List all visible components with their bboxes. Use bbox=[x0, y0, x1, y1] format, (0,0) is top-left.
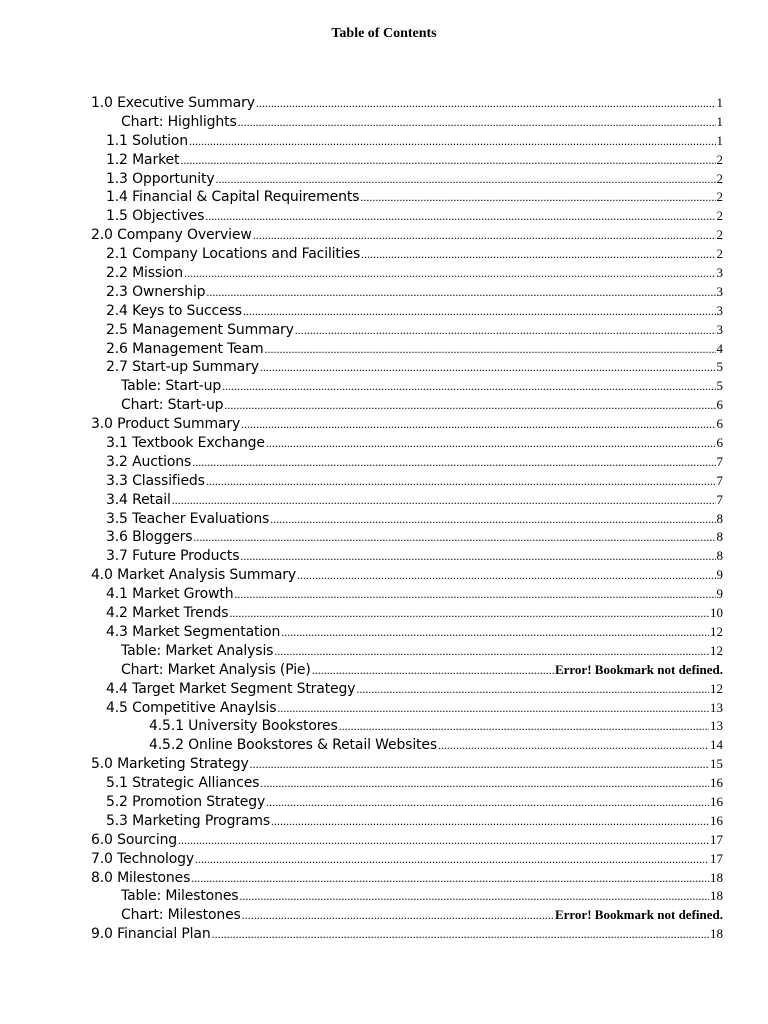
toc-entry[interactable] bbox=[0, 680, 768, 699]
dot-leader bbox=[312, 661, 554, 680]
dot-leader bbox=[260, 774, 709, 793]
toc-entry-label: Table: Start-up bbox=[121, 378, 222, 395]
dot-leader bbox=[297, 566, 715, 585]
toc-entry-label: Table: Milestones bbox=[121, 888, 239, 905]
toc-entry[interactable] bbox=[0, 831, 768, 850]
toc-entry[interactable] bbox=[0, 642, 768, 661]
toc-entry-page-number: 13 bbox=[710, 718, 723, 734]
toc-entry-label: 4.4 Target Market Segment Strategy bbox=[106, 680, 356, 697]
toc-entry-page-number: 3 bbox=[716, 283, 723, 299]
dot-leader bbox=[224, 396, 715, 415]
dot-leader bbox=[271, 812, 709, 831]
toc-entry[interactable] bbox=[0, 264, 768, 283]
toc-entry-page-number: 6 bbox=[716, 416, 723, 432]
toc-entry[interactable] bbox=[0, 585, 768, 604]
toc-entry[interactable] bbox=[0, 774, 768, 793]
toc-entry[interactable] bbox=[0, 113, 768, 132]
toc-entry-label: 9.0 Financial Plan bbox=[91, 926, 211, 943]
toc-entry-label: 4.5 Competitive Anaylsis bbox=[106, 699, 277, 716]
toc-entry-page-number: 12 bbox=[710, 680, 723, 696]
toc-entry-label: 1.0 Executive Summary bbox=[91, 95, 255, 111]
toc-entry[interactable] bbox=[0, 94, 768, 113]
dot-leader bbox=[193, 528, 715, 547]
dot-leader bbox=[270, 510, 715, 529]
dot-leader bbox=[265, 340, 716, 359]
toc-entry[interactable] bbox=[0, 377, 768, 396]
toc-entry-label: 2.3 Ownership bbox=[106, 283, 206, 300]
toc-entry-label: Table: Market Analysis bbox=[121, 642, 274, 659]
dot-leader bbox=[229, 604, 709, 623]
dot-leader bbox=[238, 113, 716, 132]
toc-entry-label: 3.3 Classifieds bbox=[106, 472, 205, 489]
dot-leader bbox=[206, 283, 715, 302]
toc-entry[interactable] bbox=[0, 547, 768, 566]
toc-entry-label: 3.6 Bloggers bbox=[106, 529, 193, 546]
toc-entry-error-text: Error! Bookmark not defined. bbox=[554, 661, 723, 677]
toc-entry-label: 4.0 Market Analysis Summary bbox=[91, 567, 297, 584]
toc-entry-page-number: 4 bbox=[716, 340, 723, 356]
dot-leader bbox=[274, 642, 709, 661]
toc-entry-page-number: 16 bbox=[710, 793, 723, 809]
toc-entry-page-number: 9 bbox=[716, 586, 723, 602]
toc-entry-label: 3.1 Textbook Exchange bbox=[106, 435, 265, 452]
toc-entry-page-number: 8 bbox=[716, 510, 723, 526]
dot-leader bbox=[240, 547, 715, 566]
toc-entry-label: 4.1 Market Growth bbox=[106, 586, 234, 603]
dot-leader bbox=[234, 585, 715, 604]
toc-entry-label: Chart: Milestones bbox=[121, 907, 241, 924]
toc-entry-label: 3.4 Retail bbox=[106, 491, 171, 508]
toc-entry[interactable] bbox=[0, 887, 768, 906]
toc-entry[interactable] bbox=[0, 491, 768, 510]
toc-entry[interactable] bbox=[0, 453, 768, 472]
dot-leader bbox=[438, 736, 709, 755]
toc-entry-page-number: 14 bbox=[710, 737, 723, 753]
toc-entry[interactable] bbox=[0, 321, 768, 340]
toc-entry-page-number: 18 bbox=[710, 869, 723, 885]
toc-entry-label: 2.2 Mission bbox=[106, 265, 183, 282]
dot-leader bbox=[253, 226, 716, 245]
toc-entry[interactable] bbox=[0, 434, 768, 453]
toc-entry-page-number: 15 bbox=[710, 756, 723, 772]
toc-entry-page-number: 6 bbox=[716, 435, 723, 451]
toc-entry-label: 1.4 Financial & Capital Requirements bbox=[106, 189, 360, 206]
dot-leader bbox=[360, 188, 715, 207]
page-title: Table of Contents bbox=[331, 26, 437, 41]
toc-entry-page-number: 16 bbox=[710, 812, 723, 828]
toc-entry-page-number: 2 bbox=[716, 189, 723, 205]
toc-entry-label: 2.5 Management Summary bbox=[106, 321, 294, 338]
dot-leader bbox=[266, 434, 716, 453]
toc-entry-page-number: 17 bbox=[710, 831, 723, 847]
toc-entry-label: Chart: Highlights bbox=[121, 113, 237, 130]
toc-entry[interactable] bbox=[0, 151, 768, 170]
toc-entry-label: 6.0 Sourcing bbox=[91, 831, 178, 848]
dot-leader bbox=[212, 925, 709, 944]
toc-entry[interactable] bbox=[0, 396, 768, 415]
dot-leader bbox=[178, 831, 709, 850]
toc-entry-page-number: 3 bbox=[716, 321, 723, 337]
toc-entry-page-number: 16 bbox=[710, 775, 723, 791]
toc-entry-page-number: 12 bbox=[710, 642, 723, 658]
dot-leader bbox=[192, 453, 715, 472]
dot-leader bbox=[243, 302, 716, 321]
toc-entry-label: 4.2 Market Trends bbox=[106, 605, 229, 622]
toc-entry-page-number: 6 bbox=[716, 397, 723, 413]
toc-entry-page-number: 8 bbox=[716, 529, 723, 545]
dot-leader bbox=[260, 358, 716, 377]
toc-entry[interactable] bbox=[0, 283, 768, 302]
dot-leader bbox=[172, 491, 716, 510]
toc-entry-page-number: 17 bbox=[710, 850, 723, 866]
toc-entry-label: 2.7 Start-up Summary bbox=[106, 359, 259, 376]
toc-entry-label: 3.0 Product Summary bbox=[91, 416, 241, 433]
toc-entry-page-number: 7 bbox=[716, 453, 723, 469]
toc-entry-page-number: 3 bbox=[716, 302, 723, 318]
toc-entry-page-number: 1 bbox=[716, 95, 723, 110]
dot-leader bbox=[180, 151, 715, 170]
dot-leader bbox=[239, 887, 709, 906]
dot-leader bbox=[215, 170, 715, 189]
dot-leader bbox=[256, 94, 716, 113]
dot-leader bbox=[191, 869, 709, 888]
toc-entry-label: 1.2 Market bbox=[106, 151, 180, 168]
toc-entry-label: 2.6 Management Team bbox=[106, 340, 264, 357]
toc-entry-label: 8.0 Milestones bbox=[91, 869, 191, 886]
toc-entry-page-number: 18 bbox=[710, 888, 723, 904]
toc-entry-page-number: 1 bbox=[716, 132, 723, 148]
toc-entry-label: 4.5.2 Online Bookstores & Retail Websites bbox=[149, 737, 438, 754]
toc-entry-page-number: 7 bbox=[716, 491, 723, 507]
toc-entry-page-number: 10 bbox=[710, 605, 723, 621]
toc-entry-label: 2.1 Company Locations and Facilities bbox=[106, 246, 361, 263]
toc-entry-page-number: 9 bbox=[716, 567, 723, 583]
toc-entry-page-number: 1 bbox=[716, 113, 723, 129]
toc-entry[interactable] bbox=[0, 188, 768, 207]
toc-entry-page-number: 2 bbox=[716, 227, 723, 243]
toc-entry[interactable] bbox=[0, 358, 768, 377]
dot-leader bbox=[295, 321, 716, 340]
toc-entry-label: 5.0 Marketing Strategy bbox=[91, 756, 249, 773]
toc-entry[interactable] bbox=[0, 755, 768, 774]
dot-leader bbox=[266, 793, 709, 812]
toc-entry[interactable] bbox=[0, 717, 768, 736]
toc-entry-label: 5.3 Marketing Programs bbox=[106, 812, 271, 829]
dot-leader bbox=[205, 207, 715, 226]
dot-leader bbox=[222, 377, 715, 396]
toc-entry-page-number: 12 bbox=[710, 623, 723, 639]
toc-entry[interactable] bbox=[0, 510, 768, 529]
dot-leader bbox=[189, 132, 716, 151]
dot-leader bbox=[242, 906, 554, 925]
toc-entry-label: 2.4 Keys to Success bbox=[106, 302, 242, 319]
toc-entry-label: 1.1 Solution bbox=[106, 132, 188, 149]
toc-entry-label: 3.2 Auctions bbox=[106, 453, 192, 470]
toc-entry-page-number: 2 bbox=[716, 170, 723, 186]
dot-leader bbox=[277, 699, 709, 718]
toc-entry-page-number: 13 bbox=[710, 699, 723, 715]
toc-entry-label: 4.3 Market Segmentation bbox=[106, 623, 281, 640]
toc-entry[interactable] bbox=[0, 793, 768, 812]
toc-entry[interactable] bbox=[0, 604, 768, 623]
dot-leader bbox=[206, 472, 716, 491]
toc-entry-label: 4.5.1 University Bookstores bbox=[149, 718, 338, 735]
toc-entry-label: 5.2 Promotion Strategy bbox=[106, 793, 266, 810]
toc-entry[interactable] bbox=[0, 869, 768, 888]
toc-entry-label: 1.3 Opportunity bbox=[106, 170, 215, 187]
dot-leader bbox=[339, 717, 709, 736]
toc-entry-page-number: 18 bbox=[710, 926, 723, 942]
dot-leader bbox=[241, 415, 715, 434]
toc-entry[interactable] bbox=[0, 623, 768, 642]
toc-entry-label: 2.0 Company Overview bbox=[91, 227, 252, 244]
toc-entry-page-number: 8 bbox=[716, 548, 723, 564]
toc-entry-page-number: 5 bbox=[716, 378, 723, 394]
toc-entry-error-text: Error! Bookmark not defined. bbox=[554, 907, 723, 923]
toc-entry[interactable] bbox=[0, 850, 768, 869]
toc-entry-label: 7.0 Technology bbox=[91, 850, 195, 867]
dot-leader bbox=[361, 245, 715, 264]
dot-leader bbox=[281, 623, 709, 642]
toc-entry[interactable] bbox=[0, 170, 768, 189]
toc-entry-page-number: 2 bbox=[716, 151, 723, 167]
toc-entry[interactable] bbox=[0, 699, 768, 718]
toc-entry-label: 5.1 Strategic Alliances bbox=[106, 775, 260, 792]
toc-entry[interactable] bbox=[0, 207, 768, 226]
dot-leader bbox=[356, 680, 709, 699]
toc-entry[interactable] bbox=[0, 812, 768, 831]
toc-entry[interactable] bbox=[0, 415, 768, 434]
table-of-contents bbox=[0, 94, 768, 944]
toc-entry[interactable] bbox=[0, 340, 768, 359]
dot-leader bbox=[250, 755, 709, 774]
toc-entry[interactable] bbox=[0, 302, 768, 321]
toc-entry[interactable] bbox=[0, 925, 768, 944]
toc-entry[interactable] bbox=[0, 906, 768, 925]
toc-entry[interactable] bbox=[0, 566, 768, 585]
toc-entry-page-number: 2 bbox=[716, 246, 723, 262]
toc-entry[interactable] bbox=[0, 472, 768, 491]
toc-entry[interactable] bbox=[0, 528, 768, 547]
toc-entry-page-number: 2 bbox=[716, 208, 723, 224]
toc-entry[interactable] bbox=[0, 661, 768, 680]
toc-entry[interactable] bbox=[0, 226, 768, 245]
toc-entry-page-number: 7 bbox=[716, 472, 723, 488]
dot-leader bbox=[195, 850, 709, 869]
toc-entry[interactable] bbox=[0, 245, 768, 264]
toc-entry-label: 3.5 Teacher Evaluations bbox=[106, 510, 270, 527]
toc-entry-label: Chart: Market Analysis (Pie) bbox=[121, 661, 311, 678]
toc-entry-label: Chart: Start-up bbox=[121, 397, 224, 414]
toc-entry-label: 3.7 Future Products bbox=[106, 548, 240, 565]
toc-entry[interactable] bbox=[0, 132, 768, 151]
toc-entry[interactable] bbox=[0, 736, 768, 755]
toc-entry-page-number: 3 bbox=[716, 265, 723, 281]
dot-leader bbox=[184, 264, 716, 283]
toc-entry-page-number: 5 bbox=[716, 359, 723, 375]
toc-entry-label: 1.5 Objectives bbox=[106, 208, 205, 225]
